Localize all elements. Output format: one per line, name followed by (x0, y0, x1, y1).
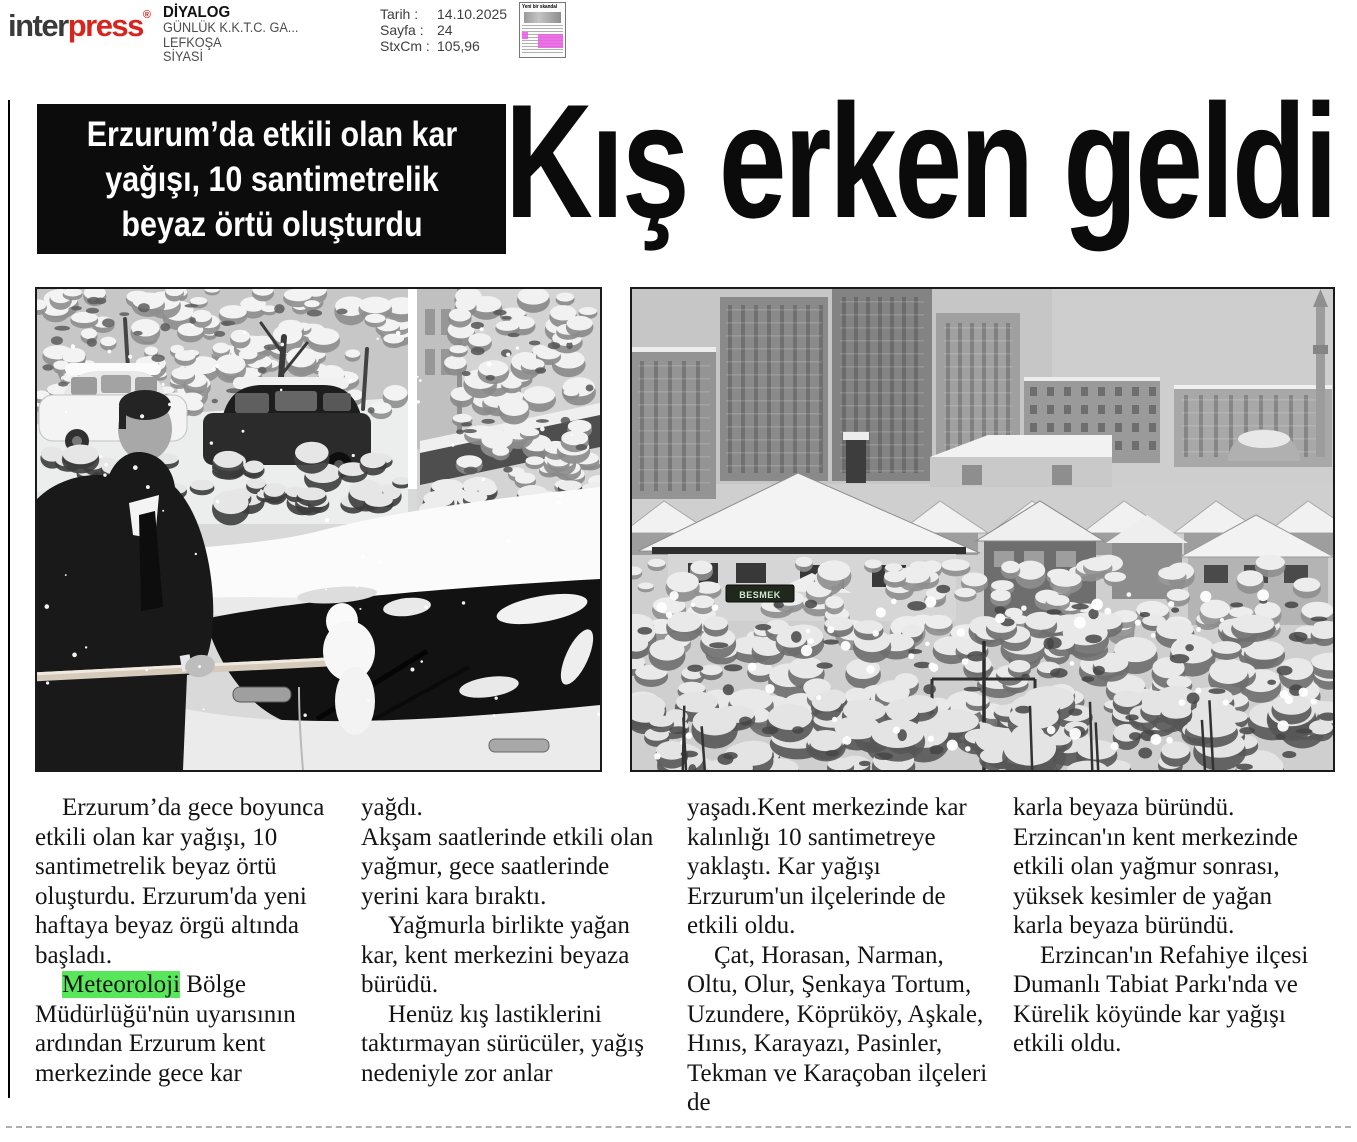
paragraph: yaşadı.Kent merkezinde kar kalınlığı 10 santimetreye yaklaştı. Kar yağışı Erzurum'un ilçelerinde de etkili oldu. (687, 794, 967, 939)
kicker-line-3: beyaz örtü oluşturdu (120, 204, 423, 244)
article-column-3 (687, 793, 990, 1118)
meta-row-page (380, 22, 507, 38)
date-value: 14.10.2025 (437, 6, 508, 22)
paragraph: Akşam saatlerinde etkili olan yağmur, gece saatlerinde yerini kara bıraktı. (361, 823, 654, 910)
main-headline: Kış erken geldi (505, 71, 1336, 252)
kicker-text (86, 112, 457, 247)
registered-mark: ® (142, 9, 150, 21)
publication-category: SİYASİ (163, 49, 203, 64)
date-label: Tarih : (380, 6, 419, 22)
kicker-line-1: Erzurum’da etkili olan kar (86, 114, 457, 154)
rear-door-handle (489, 739, 549, 752)
article-column-2 (361, 793, 664, 1118)
publication-type: GÜNLÜK K.K.T.C. GA... (163, 20, 299, 35)
logo-part-inter: inter (8, 8, 68, 43)
publication-name: DİYALOG (163, 4, 231, 21)
publication-city: LEFKOŞA (163, 34, 222, 50)
left-vertical-rule (8, 100, 10, 1098)
thumbnail-highlight-area (538, 34, 563, 48)
clipping-meta (380, 6, 507, 54)
bottom-dashed-rule (6, 1126, 1351, 1128)
paragraph: Erzincan'ın Refahiye ilçesi Dumanlı Tabiat Parkı'nda ve Kürelik köyünde kar yağışı etkili oldu. (1013, 941, 1309, 1057)
photo-divider (408, 289, 417, 489)
article-columns (35, 793, 1325, 1118)
thumbnail-photo (524, 12, 561, 23)
logo-part-press: press (67, 8, 143, 43)
paragraph: Yağmurla birlikte yağan kar, kent merkezini beyaza bürüdü. (361, 912, 630, 998)
kicker-line-2: yağışı, 10 santimetrelik (104, 159, 439, 199)
meta-row-date (380, 6, 507, 22)
paragraph: karla beyaza büründü. Erzincan'ın kent merkezinde etkili olan yağmur sonrası, yüksek kesimler de yağan karla beyaza büründü. (1013, 794, 1298, 939)
meta-row-stxcm (380, 38, 507, 54)
thumbnail-highlight-small (522, 32, 528, 39)
paragraph: Çat, Horasan, Narman, Oltu, Olur, Şenkaya Tortum, Uzundere, Köprüköy, Aşkale, Hınıs, Karayazı, Pasinler, Tekman ve Karaçoban ilçeleri de (687, 941, 988, 1116)
kicker-box (37, 104, 506, 254)
page-value: 24 (437, 22, 453, 38)
stxcm-label: StxCm : (380, 38, 430, 54)
page-label: Sayfa : (380, 22, 424, 38)
left-photo-image (37, 289, 600, 770)
paragraph: Meteoroloji Bölge Müdürlüğü'nün uyarısının ardından Erzurum kent merkezinde gece kar (35, 971, 296, 1087)
interpress-logo (8, 8, 150, 44)
paragraph: yağdı. (361, 794, 423, 821)
thumbnail-headline: Yeni bir skandal (522, 4, 558, 10)
right-photo (630, 287, 1335, 772)
left-photo (35, 287, 602, 772)
front-door-handle (233, 687, 291, 702)
stxcm-value: 105,96 (437, 38, 480, 54)
building-sign (726, 585, 794, 602)
right-photo-image (632, 289, 1333, 770)
paragraph: Henüz kış lastiklerini taktırmayan sürücüler, yağış nedeniyle zor anlar (361, 1000, 644, 1087)
paragraph: Erzurum’da gece boyunca etkili olan kar yağışı, 10 santimetrelik beyaz örtü oluşturdu. Erzurum'da yeni haftaya beyaz örgü altında başladı. (35, 794, 325, 969)
page-thumbnail (519, 2, 566, 58)
highlighted-word: Meteoroloji (62, 971, 181, 998)
article-column-1 (35, 793, 338, 1118)
sign-text: BESMEK (739, 590, 781, 600)
article-column-4 (1013, 793, 1316, 1118)
publication-info (163, 5, 298, 65)
